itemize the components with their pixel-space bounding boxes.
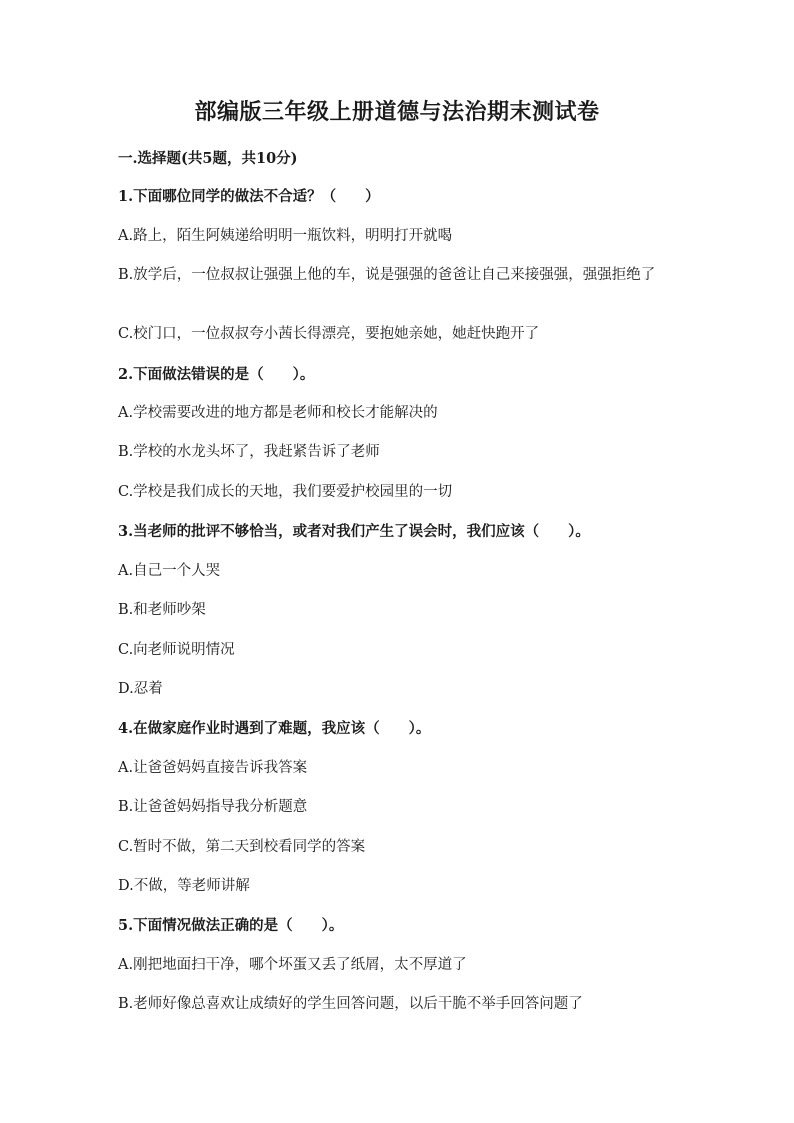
section-heading: 一.选择题(共5题，共10分) xyxy=(118,150,298,167)
answer-option: A.让爸爸妈妈直接告诉我答案 xyxy=(118,760,308,776)
answer-option: B.和老师吵架 xyxy=(118,602,206,618)
answer-option: B.放学后，一位叔叔让强强上他的车，说是强强的爸爸让自己来接强强，强强拒绝了 xyxy=(118,267,656,283)
answer-option: D.不做，等老师讲解 xyxy=(118,878,250,894)
answer-option: B.学校的水龙头坏了，我赶紧告诉了老师 xyxy=(118,444,380,460)
question-stem: 5.下面情况做法正确的是（ ）。 xyxy=(118,917,344,934)
question-stem: 3.当老师的批评不够恰当，或者对我们产生了误会时，我们应该（ ）。 xyxy=(118,523,590,540)
question-stem: 1.下面哪位同学的做法不合适？（ ） xyxy=(118,188,380,205)
question-stem: 2.下面做法错误的是（ ）。 xyxy=(118,366,315,383)
answer-option: C.向老师说明情况 xyxy=(118,642,235,658)
answer-option: B.老师好像总喜欢让成绩好的学生回答问题，以后干脆不举手回答问题了 xyxy=(118,996,583,1012)
page-title: 部编版三年级上册道德与法治期末测试卷 xyxy=(194,99,600,125)
answer-option: D.忍着 xyxy=(118,681,163,697)
answer-option: A.路上，陌生阿姨递给明明一瓶饮料，明明打开就喝 xyxy=(118,228,453,244)
answer-option: C.暂时不做，第二天到校看同学的答案 xyxy=(118,839,366,855)
answer-option: A.学校需要改进的地方都是老师和校长才能解决的 xyxy=(118,405,438,421)
answer-option: C.学校是我们成长的天地，我们要爱护校园里的一切 xyxy=(118,484,453,500)
answer-option: C.校门口，一位叔叔夸小茜长得漂亮，要抱她亲她，她赶快跑开了 xyxy=(118,326,540,342)
answer-option: A.刚把地面扫干净，哪个坏蛋又丢了纸屑，太不厚道了 xyxy=(118,957,467,973)
answer-option: A.自己一个人哭 xyxy=(118,563,221,579)
answer-option: B.让爸爸妈妈指导我分析题意 xyxy=(118,799,308,815)
question-stem: 4.在做家庭作业时遇到了难题，我应该（ ）。 xyxy=(118,720,431,737)
